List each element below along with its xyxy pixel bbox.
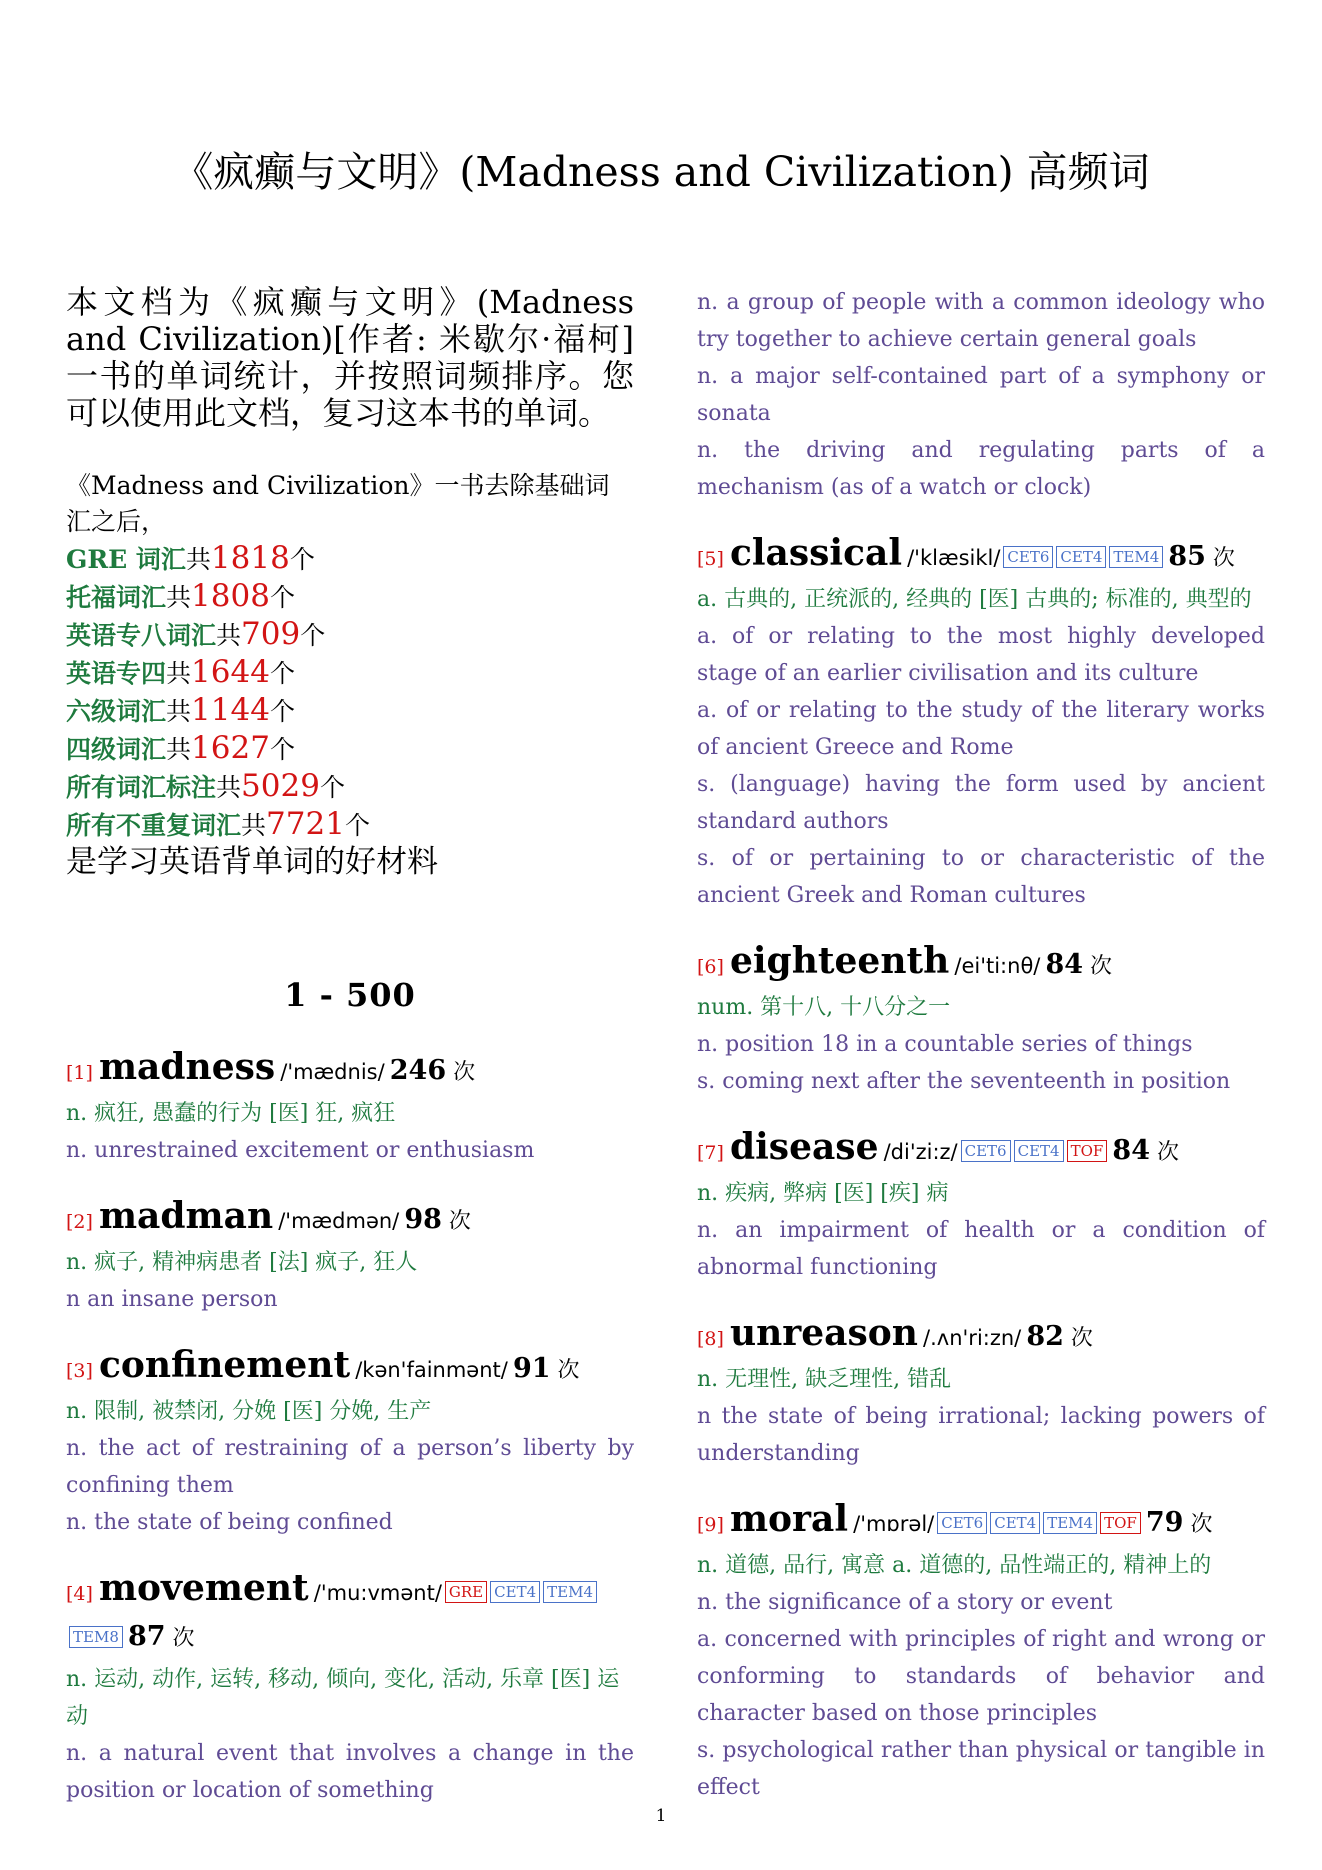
definition-en: a. concerned with principles of right and wrong or conforming to standards of behavior and character based on those principles (697, 1627, 1265, 1726)
entry-index: [6] (697, 956, 730, 978)
intro-summary: 《Madness and Civilization》一书去除基础词汇之后， (66, 471, 610, 536)
times-label: 次 (1083, 954, 1113, 979)
stat-mid: 共 (166, 659, 192, 688)
definition-zh: a. 古典的, 正统派的, 经典的 [医] 古典的; 标准的, 典型的 (697, 587, 1252, 612)
exam-tag: CET4 (490, 1581, 540, 1603)
phonetic: /'mædnis/ (280, 1060, 385, 1084)
definition-en: n. the driving and regulating parts of a mechanism (as of a watch or clock) (697, 438, 1265, 500)
exam-tag: TEM4 (1109, 546, 1163, 568)
word-entry (697, 1126, 1265, 1286)
stat-label: 六级词汇 (66, 697, 167, 726)
exam-tag: CET4 (1056, 546, 1106, 568)
definition-en: n. the act of restraining of a person’s liberty by confining them (66, 1436, 634, 1498)
headword: madman (98, 1195, 274, 1237)
definition-en: n. a natural event that involves a change in the position or location of something (66, 1741, 634, 1803)
stat-label: 英语专八词汇 (66, 621, 217, 650)
times-label: 次 (446, 1060, 476, 1085)
stat-row (66, 692, 634, 730)
definition-en: a. of or relating to the most highly developed stage of an earlier civilisation and its culture (697, 624, 1265, 686)
definition-zh: n. 无理性, 缺乏理性, 错乱 (697, 1367, 952, 1392)
entry-index: [8] (697, 1328, 730, 1350)
stat-number: 5029 (241, 768, 320, 804)
exam-tag: TOF (1100, 1512, 1141, 1534)
intro-paragraph: 本文档为《疯癫与文明》(Madness and Civilization)[作者: 米歇尔·福柯]一书的单词统计，并按照词频排序。您可以使用此文档，复习这本书的单词。 (66, 283, 634, 432)
frequency-count: 85 (1168, 541, 1206, 572)
headword: movement (98, 1567, 309, 1609)
stat-label: 英语专四 (66, 659, 167, 688)
word-entry (697, 940, 1265, 1100)
frequency-count: 84 (1045, 949, 1084, 980)
stat-number: 709 (241, 616, 301, 652)
headword: madness (98, 1046, 276, 1088)
entry-header (66, 1344, 634, 1393)
definition-en: s. of or pertaining to or characteristic of the ancient Greek and Roman cultures (697, 846, 1265, 908)
exam-tag: CET6 (961, 1140, 1011, 1162)
entry-index: [3] (66, 1360, 99, 1382)
stat-mid: 共 (166, 735, 192, 764)
closing-line: 是学习英语背单词的好材料 (66, 844, 438, 880)
phonetic: /'mu:vmənt/ (313, 1581, 442, 1605)
times-label: 次 (550, 1358, 580, 1383)
definition-en: n the state of being irrational; lacking powers of understanding (697, 1404, 1265, 1466)
entry-header (66, 1567, 634, 1661)
stat-mid: 共 (216, 773, 242, 802)
definition-zh: n. 疾病, 弊病 [医] [疾] 病 (697, 1181, 949, 1206)
frequency-count: 84 (1112, 1135, 1150, 1166)
definition-en: s. coming next after the seventeenth in position (697, 1069, 1231, 1094)
stat-row (66, 616, 634, 654)
exam-tag: TEM4 (543, 1581, 597, 1603)
exam-tag: CET4 (1014, 1140, 1064, 1162)
stat-mid: 共 (166, 697, 192, 726)
times-label: 次 (1149, 1140, 1179, 1165)
word-entry (66, 1567, 634, 1809)
stat-mid: 共 (166, 583, 192, 612)
stat-unit: 个 (319, 773, 345, 802)
stat-unit: 个 (269, 659, 295, 688)
entry-index: [9] (697, 1514, 730, 1536)
stat-number: 7721 (266, 806, 345, 842)
stat-unit: 个 (289, 545, 315, 574)
headword: classical (729, 532, 903, 574)
phonetic: /kən'fainmənt/ (355, 1358, 508, 1382)
entry-header (697, 940, 1265, 989)
exam-tag: TEM4 (1043, 1512, 1097, 1534)
stat-label: 四级词汇 (66, 735, 167, 764)
definition-en: n. a group of people with a common ideology who try together to achieve certain general goals (697, 290, 1265, 352)
definition-zh: n. 疯狂, 愚蠢的行为 [医] 狂, 疯狂 (66, 1101, 396, 1126)
entry-index: [5] (697, 548, 730, 570)
headword: unreason (729, 1312, 918, 1354)
definition-zh: n. 限制, 被禁闭, 分娩 [医] 分娩, 生产 (66, 1399, 432, 1424)
stat-label: GRE 词汇 (66, 545, 186, 574)
phonetic: /ei'ti:nθ/ (954, 954, 1041, 978)
phonetic: /'klæsikl/ (907, 546, 1001, 570)
word-entry (697, 1498, 1265, 1806)
left-entries (66, 1046, 634, 1809)
stat-row (66, 730, 634, 768)
definition-en: n an insane person (66, 1287, 278, 1312)
definition-en: n. the significance of a story or event (697, 1590, 1113, 1615)
stat-label: 所有词汇标注 (66, 773, 217, 802)
stat-unit: 个 (269, 735, 295, 764)
exam-tag: CET4 (990, 1512, 1040, 1534)
definition-zh: num. 第十八, 十八分之一 (697, 995, 951, 1020)
entry-header (697, 1126, 1265, 1175)
entry-index: [1] (66, 1062, 99, 1084)
definition-en: s. (language) having the form used by ancient standard authors (697, 772, 1265, 834)
times-label: 次 (441, 1209, 471, 1234)
word-entry (66, 1344, 634, 1541)
headword: confinement (98, 1344, 351, 1386)
definition-en: n. the state of being confined (66, 1510, 393, 1535)
frequency-count: 79 (1145, 1507, 1184, 1538)
range-heading: 1 - 500 (284, 976, 416, 1014)
exam-tag: TEM8 (69, 1626, 123, 1648)
stat-number: 1144 (191, 692, 270, 728)
definition-en: n. a major self-contained part of a symphony or sonata (697, 364, 1265, 426)
entry-header (697, 1312, 1265, 1361)
frequency-count: 87 (127, 1621, 166, 1652)
right-column (697, 284, 1265, 1832)
entry-index: [2] (66, 1211, 99, 1233)
definition-en: n. unrestrained excitement or enthusiasm (66, 1138, 535, 1163)
exam-tag: CET6 (1003, 546, 1053, 568)
stats-list (66, 540, 634, 844)
times-label: 次 (1063, 1326, 1093, 1351)
exam-tag: TOF (1067, 1140, 1108, 1162)
entry-header (697, 1498, 1265, 1547)
times-label: 次 (1183, 1512, 1213, 1537)
stat-row (66, 768, 634, 806)
entry-header (697, 532, 1265, 581)
stat-label: 所有不重复词汇 (66, 811, 242, 840)
stat-row (66, 578, 634, 616)
headword: eighteenth (729, 940, 950, 982)
right-entries (697, 532, 1265, 1806)
phonetic: /'mædmən/ (278, 1209, 400, 1233)
phonetic: /.ʌn'ri:zn/ (923, 1326, 1022, 1350)
definition-zh: n. 运动, 动作, 运转, 移动, 倾向, 变化, 活动, 乐章 [医] 运动 (66, 1667, 620, 1729)
stat-unit: 个 (344, 811, 370, 840)
headword: disease (729, 1126, 879, 1168)
times-label: 次 (1205, 546, 1235, 571)
exam-tag: GRE (445, 1581, 487, 1603)
entry-header (66, 1046, 634, 1095)
stat-label: 托福词汇 (66, 583, 167, 612)
entry-index: [4] (66, 1583, 99, 1605)
definition-en: n. position 18 in a countable series of things (697, 1032, 1193, 1057)
stat-unit: 个 (269, 697, 295, 726)
definition-en: a. of or relating to the study of the literary works of ancient Greece and Rome (697, 698, 1265, 760)
times-label: 次 (165, 1626, 195, 1651)
word-entry (697, 1312, 1265, 1472)
frequency-count: 82 (1026, 1321, 1064, 1352)
entry-index: [7] (697, 1142, 730, 1164)
phonetic: /di'zi:z/ (883, 1140, 958, 1164)
word-entry (66, 1046, 634, 1169)
entry-header (66, 1195, 634, 1244)
continued-definitions (697, 284, 1265, 506)
stat-mid: 共 (216, 621, 242, 650)
stat-number: 1627 (191, 730, 270, 766)
stat-row (66, 654, 634, 692)
definition-zh: n. 道德, 品行, 寓意 a. 道德的, 品性端正的, 精神上的 (697, 1553, 1212, 1578)
definition-en: n. an impairment of health or a condition of abnormal functioning (697, 1218, 1265, 1280)
word-entry (66, 1195, 634, 1318)
stat-unit: 个 (300, 621, 326, 650)
stat-number: 1644 (191, 654, 270, 690)
phonetic: /'mɒrəl/ (853, 1512, 935, 1536)
page-number: 1 (655, 1806, 667, 1826)
exam-tag: CET6 (937, 1512, 987, 1534)
word-entry (697, 532, 1265, 914)
frequency-count: 246 (389, 1055, 447, 1086)
stat-row (66, 806, 634, 844)
definition-en: s. psychological rather than physical or tangible in effect (697, 1738, 1265, 1800)
stat-number: 1808 (191, 578, 270, 614)
stat-number: 1818 (210, 540, 290, 576)
left-column (66, 284, 634, 1835)
stat-mid: 共 (241, 811, 267, 840)
headword: moral (729, 1498, 849, 1540)
frequency-count: 91 (512, 1353, 551, 1384)
frequency-count: 98 (404, 1204, 442, 1235)
page-title: 《疯癫与文明》(Madness and Civilization) 高频词 (172, 148, 1150, 196)
stat-row (66, 540, 634, 578)
definition-zh: n. 疯子, 精神病患者 [法] 疯子, 狂人 (66, 1250, 418, 1275)
stat-mid: 共 (185, 545, 211, 574)
stat-unit: 个 (269, 583, 295, 612)
